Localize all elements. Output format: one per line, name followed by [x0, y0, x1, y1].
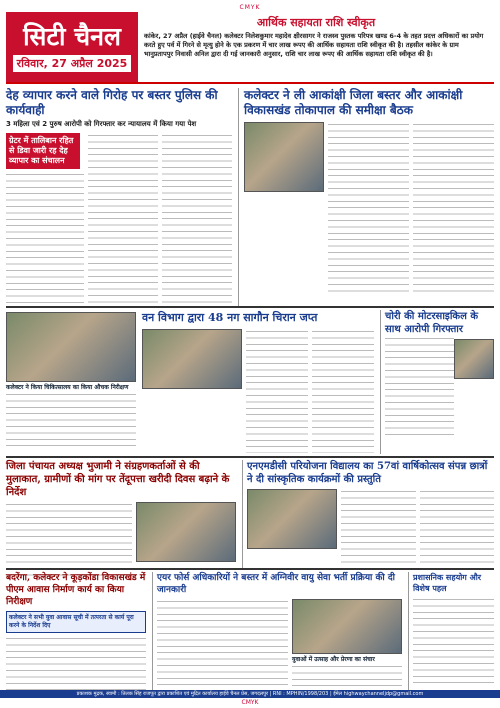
lead-headline: आर्थिक सहायता राशि स्वीकृत	[256, 16, 376, 29]
masthead	[6, 12, 494, 84]
story1-highlight-box: ग्रेटर में तालिबान रहित से डिवा जारी रह देह व्यापार का संचालन	[6, 133, 80, 169]
story-pm-awas	[6, 572, 146, 690]
story8-photo	[292, 599, 402, 654]
story-tendu-leaf	[6, 460, 236, 568]
story8-caption: युवाओं में उत्साह और प्रेरणा का संचार	[292, 656, 375, 663]
story8-column-1	[157, 599, 288, 689]
cmyk-mark-bottom: CMYK	[241, 699, 259, 706]
row-bottom-stories	[6, 568, 494, 692]
story-collector-review	[238, 88, 494, 306]
lead-news	[138, 12, 494, 82]
story1-column-2	[88, 133, 158, 308]
story3b-photo	[142, 329, 242, 389]
lead-text: कांकेर, 27 अप्रैल (हाईवे चैनल) कलेक्टर निलेशकुमार महादेव क्षीरसागर ने राजस्व पुस्तक परिपत्र खण्ड 6-4 के तहत प्रदत्त अधिकारों का प्रयोग करते हुए पर्व में गिरने से मृत्यु होने के एक प्रकरण में चार लाख रूपए की आर्थिक सहायता राशि स्वीकृत की है। तहसील कांकेर के ग्राम भानुप्रतापपुर निवासी अनिल द्वारा दी गई जानकारी अनुसार, राशि चार लाख रूपए की आर्थिक सहायता राशि स्वीकृत की है।	[144, 32, 484, 58]
story6-column-2	[420, 489, 495, 567]
story1-column-3	[162, 133, 232, 308]
row-top-stories	[6, 88, 494, 306]
story7-text	[6, 636, 146, 694]
story3-photo	[6, 312, 136, 382]
story2-photo	[244, 122, 324, 192]
story-hospital-inspection	[6, 312, 136, 454]
story2-headline: कलेक्टर ने ली आकांक्षी जिला बस्तर और आकांक्षी विकासखंड तोकापाल की समीक्षा बैठक	[244, 88, 463, 117]
story1-subhead: 3 महिला एवं 2 पुरुष आरोपी को गिरफ्तार कर न्यायालय में किया गया पेश	[6, 120, 197, 128]
cmyk-mark-top: CMYK	[239, 4, 261, 11]
story-admin-support	[408, 572, 494, 690]
story9-text	[413, 597, 494, 687]
story-nmdc-school	[242, 460, 494, 568]
story8-headline: एयर फोर्स अधिकारियों ने बस्तर में अग्निवीर वायु सेवा भर्ती प्रक्रिया की दी जानकारी	[157, 573, 395, 595]
story1-column-1	[6, 172, 84, 308]
story3b-column-1	[246, 329, 308, 453]
masthead-title: सिटी चैनल	[23, 22, 121, 51]
story5-photo	[136, 502, 236, 562]
story6-column-1	[341, 489, 416, 567]
story2-column-1	[328, 122, 409, 292]
story3-caption: कलेक्टर ने किया चिकित्सालय का किया औचक निरीक्षण	[6, 384, 129, 391]
story9-headline: प्रशासनिक सहयोग और विशेष पहल	[413, 572, 482, 593]
imprint-footer: प्रकाशक मुद्रक, स्वामी : तिलक सिंह राजपूत द्वारा प्रकाशित एवं मुद्रित कार्यालय हाईवे चैनल प्रेस, जगदलपुर | RNI : MPHIN/1998/203 | ईमेल highwaychanneljdp@gmail.com	[0, 690, 500, 698]
story4-headline: चोरी की मोटरसाइकिल के साथ आरोपी गिरफ्तार	[385, 311, 479, 335]
story4-text	[385, 336, 454, 436]
story-forest-seizure	[142, 310, 374, 454]
story3-headline: वन विभाग द्वारा 48 नग सागौन चिरान जप्त	[142, 311, 318, 324]
story-bastar-police	[6, 88, 232, 306]
story7-highlight-box: कलेक्टर ने सभी युवा आवास सूची में तत्परता से कार्य पूरा करने के निर्देश दिए	[6, 611, 146, 633]
story-airforce-agniveer	[152, 572, 402, 690]
masthead-date: रविवार, 27 अप्रैल 2025	[13, 55, 132, 72]
story-bike-theft	[380, 310, 494, 454]
story6-headline: एनएमडीसी परियोजना विद्यालय का 57वां वार्षिकोत्सव संपन्न छात्रों ने दी सांस्कृतिक कार्यक्रमों की प्रस्तुति	[247, 461, 488, 485]
story6-photo	[247, 489, 337, 549]
story5-headline: जिला पंचायत अध्यक्ष भुजामी ने संग्रहणकर्ताओं से की मुलाकात, ग्रामीणों की मांग पर तेंदूपत्ता खरीदी दिवस बढ़ाने के निर्देश	[6, 461, 230, 498]
story7-headline: बदरेंगा, कलेक्टर ने कूड़कोंडा विकासखंड में पीएम आवास निर्माण कार्य का किया निरीक्षण	[6, 573, 146, 607]
masthead-title-block	[6, 12, 138, 82]
row-middle-stories	[6, 306, 494, 456]
story4-photo	[454, 339, 494, 379]
story3b-column-2	[312, 329, 374, 453]
row-lower-stories	[6, 456, 494, 568]
story8-column-2	[292, 664, 402, 686]
story1-headline: देह व्यापार करने वाले गिरोह पर बस्तर पुलिस की कार्यवाही	[6, 88, 218, 117]
story2-column-2	[413, 122, 494, 292]
story3-text	[6, 392, 136, 447]
